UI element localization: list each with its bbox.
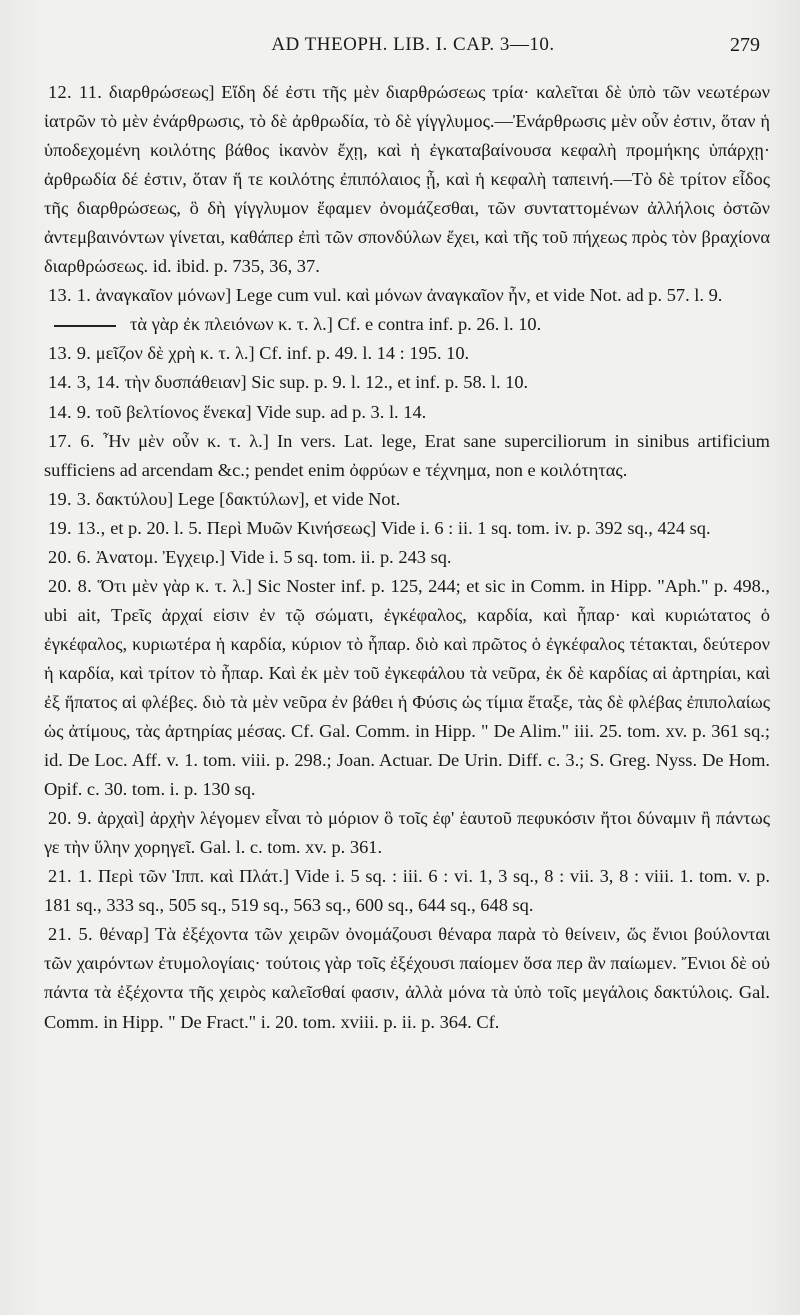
note-text: δακτύλου] Lege [δακτύλων], et vide Not.	[95, 488, 401, 509]
note-reference: 20. 8.	[48, 575, 93, 596]
note-text: Ὅτι μὲν γὰρ κ. τ. λ.] Sic Noster inf. p. 125, 244; et sic in Comm. in Hipp. "Aph." p. 498., ubi ait, Τρεῖς ἀρχαί εἰσιν ἐν τῷ σώματι, ἐγκέφαλος, καρδία, καὶ ἧπαρ· καὶ κυριώτατος ὁ ἐγκέφαλος, κυριωτέρα ἡ καρδία, κύριον τὸ ἧπαρ. διὸ καὶ πρῶτος ὁ ἐγκέφαλος τέτακται, δεύτερον ἡ καρδία, καὶ τρίτον τὸ ἧπαρ. Καὶ ἐκ μὲν τοῦ ἐγκεφάλου τὰ νεῦρα, ἐκ δὲ καρδίας αἱ ἀρτηρίαι, καὶ ἐξ ἥπατος αἱ φλέβες. διὸ τὰ μὲν νεῦρα ἐν βάθει ἡ Φύσις ὡς τίμια ἔταξε, τὰς δὲ φλέβας ἐπιπολαίως ὡς ἀτίμους, τὰς ἀρτηρίας μέσας. Cf. Gal. Comm. in Hipp. " De Alim." iii. 25. tom. xv. p. 361 sq.; id. De Loc. Aff. v. 1. tom. viii. p. 298.; Joan. Actuar. De Urin. Diff. c. 3.; S. Greg. Nyss. De Hom. Opif. c. 30. tom. i. p. 130 sq.	[44, 575, 770, 800]
note-reference: 13. 9.	[48, 343, 92, 364]
note-entry	[44, 920, 770, 1036]
page-header	[60, 34, 766, 64]
note-reference: 14. 3, 14.	[48, 372, 120, 393]
note-reference: 20. 9.	[48, 808, 92, 829]
note-entry	[44, 398, 770, 427]
note-reference: 21. 1.	[48, 866, 93, 887]
note-entry	[44, 862, 770, 920]
note-text: τὴν δυσπάθειαν] Sic sup. p. 9. l. 12., et inf. p. 58. l. 10.	[124, 372, 529, 393]
note-text: Ἦν μὲν οὖν κ. τ. λ.] In vers. Lat. lege, Erat sane superciliorum in sinibus artificium sufficiens ad arcendam &c.; pendet enim ὀφρύων e τέχνημα, non e κοιλότητας.	[44, 430, 770, 480]
note-text: ἀναγκαῖον μόνων] Lege cum vul. καὶ μόνων ἀναγκαῖον ἦν, et vide Not. ad p. 57. l. 9.	[95, 285, 723, 306]
note-reference: 19. 13.,	[48, 517, 106, 538]
note-entry	[44, 78, 770, 281]
note-entry	[44, 427, 770, 485]
note-entry	[44, 281, 770, 310]
note-text: Ἀνατομ. Ἐγχειρ.] Vide i. 5 sq. tom. ii. p. 243 sq.	[95, 546, 452, 567]
running-title: AD THEOPH. LIB. I. CAP. 3—10.	[271, 34, 555, 55]
note-entry	[44, 543, 770, 572]
notes-body	[44, 78, 770, 1037]
note-reference: 13. 1.	[48, 285, 92, 306]
note-text: τὰ γὰρ ἐκ πλειόνων κ. τ. λ.] Cf. e contra inf. p. 26. l. 10.	[130, 314, 542, 335]
note-text: μεῖζον δὲ χρὴ κ. τ. λ.] Cf. inf. p. 49. l. 14 : 195. 10.	[95, 343, 470, 364]
note-entry	[44, 368, 770, 397]
note-text: τοῦ βελτίονος ἕνεκα] Vide sup. ad p. 3. l. 14.	[95, 401, 427, 422]
note-text: θέναρ] Τὰ ἐξέχοντα τῶν χειρῶν ὀνομάζουσι θέναρα παρὰ τὸ θείνειν, ὥς ἔνιοι βούλονται τῶν χαιρόντων ἐτυμολογίαις· τούτοις γὰρ τοῖς ἐξέχουσι παίομεν ὅσα περ ἂν παίωμεν. Ἔνιοι δὲ οὐ πάντα τὰ ἐξέχοντα τῆς χειρὸς καλεῖσθαί φασιν, ἀλλὰ μόνα τὰ ὑπὸ τοῖς μεγάλοις δακτύλοις. Gal. Comm. in Hipp. " De Fract." i. 20. tom. xviii. p. ii. p. 364. Cf.	[44, 924, 770, 1032]
note-text: Περὶ τῶν Ἱππ. καὶ Πλάτ.] Vide i. 5 sq. : iii. 6 : vi. 1, 3 sq., 8 : vii. 3, 8 : viii. 1. tom. v. p. 181 sq., 333 sq., 505 sq., 519 sq., 563 sq., 600 sq., 644 sq., 648 sq.	[44, 866, 770, 916]
note-entry	[44, 804, 770, 862]
note-text: ἀρχαὶ] ἀρχὴν λέγομεν εἶναι τὸ μόριον ὃ τοῖς ἐφ' ἑαυτοῦ πεφυκόσιν ἤτοι δύναμιν ἢ πάντως γε τὴν ὕλην χορηγεῖ. Gal. l. c. tom. xv. p. 361.	[44, 808, 770, 858]
note-entry	[44, 572, 770, 804]
note-reference: 12. 11.	[48, 82, 103, 102]
note-entry	[44, 339, 770, 368]
note-reference: 20. 6.	[48, 546, 92, 567]
note-text: διαρθρώσεως] Εἴδη δέ ἐστι τῆς μὲν διαρθρώσεως τρία· καλεῖται δὲ ὑπὸ τῶν νεωτέρων ἰατρῶν τὸ μὲν ἐνάρθρωσις, τὸ δὲ ἀρθρωδία, τὸ δὲ γίγγλυμος.—Ἐνάρθρωσις μὲν οὖν ἐστιν, ὅταν ἡ ὑποδεχομένη κοιλότης βάθος ἱκανὸν ἔχῃ, καὶ ἡ ἐγκαταβαίνουσα κεφαλὴ προμήκης ὑπάρχῃ· ἀρθρωδία δέ ἐστιν, ὅταν ἥ τε κοιλότης ἐπιπόλαιος ᾖ, καὶ ἡ κεφαλὴ ταπεινή.—Τὸ δὲ τρίτον εἶδος τῆς διαρθρώσεως, ὃ δὴ γίγγλυμον ἔφαμεν ὀνομάζεσθαι, τῶν συνταττομένων ἀλλήλοις ὀστῶν ἀντεμβαινόντων γίνεται, καθάπερ ἐπὶ τῶν σπονδύλων ἔχει, καὶ τῆς τοῦ πήχεως πρὸς τὸν βραχίονα διαρθρώσεως. id. ibid. p. 735, 36, 37.	[44, 82, 770, 277]
note-reference: 17. 6.	[48, 430, 95, 451]
note-reference: 21. 5.	[48, 924, 93, 945]
note-entry	[44, 310, 770, 339]
note-reference: 14. 9.	[48, 401, 92, 422]
note-entry	[44, 514, 770, 543]
note-reference: 19. 3.	[48, 488, 92, 509]
note-text: et p. 20. l. 5. Περὶ Μυῶν Κινήσεως] Vide i. 6 : ii. 1 sq. tom. iv. p. 392 sq., 424 sq.	[110, 517, 711, 538]
note-entry	[44, 485, 770, 514]
note-reference-dash	[54, 325, 116, 327]
page-number: 279	[730, 34, 760, 56]
